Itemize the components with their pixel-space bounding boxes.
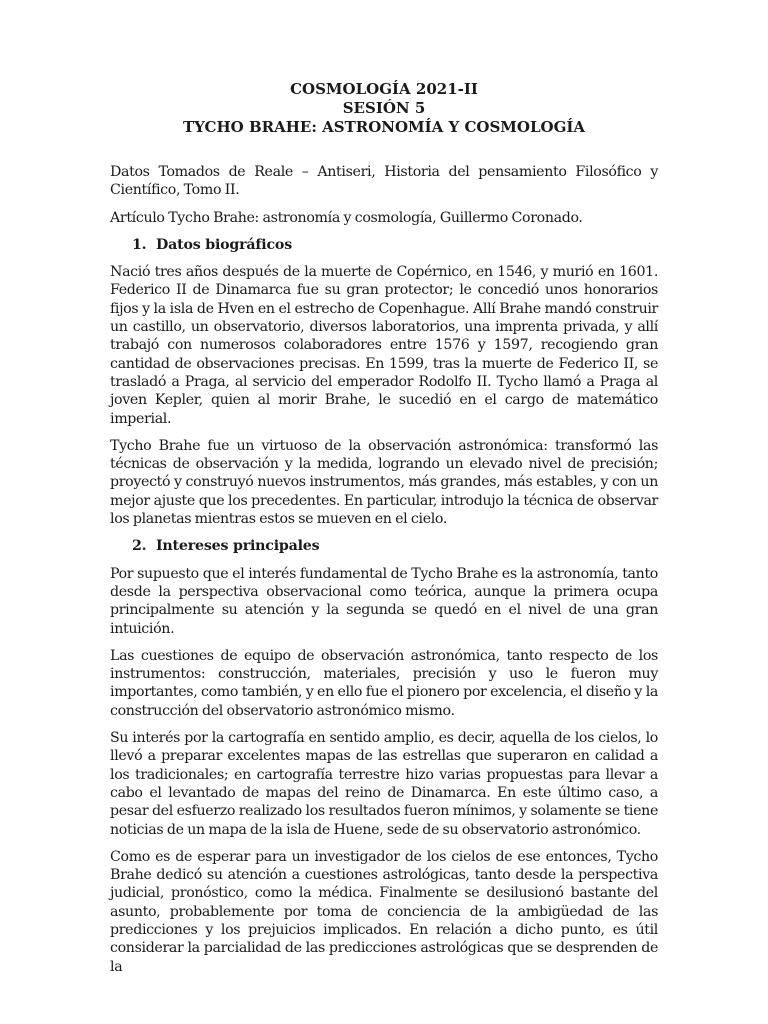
body-paragraph: Las cuestiones de equipo de observación astronómica, tanto respecto de los instrumentos: construcción, materiales, precisión y uso le fueron muy importantes, como también, y en ello fue el pionero por excelencia, el diseño y la construcción del observatorio astronómico mismo. [110, 647, 658, 719]
topic-title: TYCHO BRAHE: ASTRONOMÍA Y COSMOLOGÍA [182, 118, 586, 136]
body-paragraph: Por supuesto que el interés fundamental de Tycho Brahe es la astronomía, tanto desde la perspectiva observacional como teórica, aunque la primera ocupa principalmente su atención y la segunda se quedó en el nivel de una gran intuición. [110, 565, 658, 637]
section-heading-text: Intereses principales [156, 538, 320, 555]
section-heading-text: Datos biográficos [156, 236, 292, 253]
document-page [110, 80, 658, 985]
section-number: 2. [132, 538, 147, 555]
article-paragraph: Artículo Tycho Brahe: astronomía y cosmología, Guillermo Coronado. [110, 209, 583, 226]
body-paragraph: Tycho Brahe fue un virtuoso de la observación astronómica: transformó las técnicas de observación y la medida, logrando un elevado nivel de precisión; proyectó y construyó nuevos instrumentos, más grandes, más estables, y con un mejor ajuste que los precedentes. En particular, introdujo la técnica de observar los planetas mientras estos se mueven en el cielo. [110, 437, 658, 528]
section-number: 1. [132, 236, 147, 253]
body-paragraph: Nació tres años después de la muerte de Copérnico, en 1546, y murió en 1601. Federico II de Dinamarca fue su gran protector; le concedió unos honorarios fijos y la isla de Hven en el estrecho de Copenhague. Allí Brahe mandó construir un castillo, un observatorio, diversos laboratorios, una imprenta privada, y allí trabajó con numerosos colaboradores entre 1576 y 1597, recogiendo gran cantidad de observaciones precisas. En 1599, tras la muerte de Federico II, se trasladó a Praga, al servicio del emperador Rodolfo II. Tycho llamó a Praga al joven Kepler, quien al morir Brahe, le sucedió en el cargo de matemático imperial. [110, 264, 658, 427]
section-heading-biografia [110, 236, 658, 254]
session-title: SESIÓN 5 [342, 99, 426, 117]
course-title: COSMOLOGÍA 2021-II [290, 80, 478, 98]
body-paragraph: Su interés por la cartografía en sentido amplio, es decir, aquella de los cielos, lo llevó a preparar excelentes mapas de las estrellas que superaron en calidad a los tradicionales; en cartografía terrestre hizo varias propuestas para llevar a cabo el levantado de mapas del reino de Dinamarca. En este último caso, a pesar del esfuerzo realizado los resultados fueron mínimos, y solamente se tiene noticias de un mapa de la isla de Huene, sede de su observatorio astronómico. [110, 730, 658, 838]
source-paragraph: Datos Tomados de Reale – Antiseri, Historia del pensamiento Filosófico y Científico, Tomo II. [110, 164, 658, 199]
document-title [110, 80, 658, 137]
body-paragraph: Como es de esperar para un investigador de los cielos de ese entonces, Tycho Brahe dedicó su atención a cuestiones astrológicas, tanto desde la perspectiva judicial, pronóstico, como la médica. Finalmente se desilusionó bastante del asunto, probablemente por toma de conciencia de la ambigüedad de las predicciones y los prejuicios implicados. En relación a dicho punto, es útil considerar la parcialidad de las predicciones astrológicas que se desprenden de la [110, 848, 658, 975]
section-heading-intereses [110, 537, 658, 555]
